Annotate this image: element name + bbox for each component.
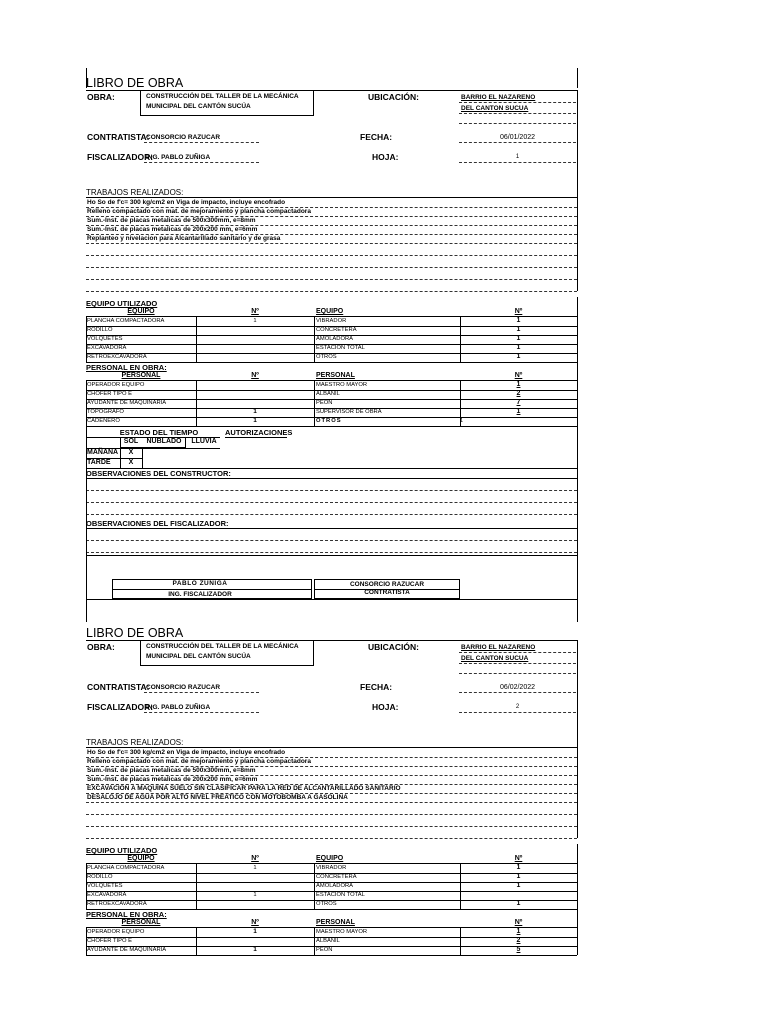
rule-line xyxy=(577,68,578,88)
rule-line xyxy=(142,448,143,468)
dashed-line xyxy=(144,712,259,713)
personal-item: CADENERO xyxy=(87,418,120,424)
fecha-label: FECHA: xyxy=(360,132,393,142)
equipo-count: 1 xyxy=(516,864,521,871)
dashed-line xyxy=(86,552,577,553)
personal-col-b: PERSONAL xyxy=(316,919,355,926)
page-title: LIBRO DE OBRA xyxy=(86,76,184,90)
ubicacion-line1: BARRIO EL NAZARENO xyxy=(461,644,536,651)
equipo-item: PLANCHA COMPACTADORA xyxy=(87,865,165,871)
rule-line xyxy=(86,555,577,556)
dashed-line xyxy=(459,102,576,103)
dashed-line xyxy=(144,142,259,143)
dashed-line xyxy=(459,673,576,674)
dashed-line xyxy=(459,663,576,664)
dashed-line xyxy=(86,814,577,815)
rule-line xyxy=(225,437,287,438)
rule-line xyxy=(460,380,464,426)
obra-line1: CONSTRUCCIÓN DEL TALLER DE LA MECÁNICA xyxy=(146,643,299,650)
obs-fiscalizador-label: OBSERVACIONES DEL FISCALIZADOR: xyxy=(86,519,229,528)
obra-box xyxy=(140,640,314,666)
equipo-item: AMOLADORA xyxy=(316,883,354,889)
equipo-col-a: EQUIPO xyxy=(127,308,155,315)
autorizaciones-label: AUTORIZACIONES xyxy=(225,428,293,437)
num-col-a: Nº xyxy=(251,855,259,862)
personal-count: 1 xyxy=(253,417,257,424)
weather-header-box xyxy=(120,437,186,448)
num-col-a: Nº xyxy=(251,308,259,315)
personal-item: OTROS xyxy=(316,418,342,424)
equipo-count: 1 xyxy=(516,326,521,333)
trabajo-line: Relleno compactado con mat. de mejoramiento y plancha compactadora xyxy=(87,208,311,215)
rule-line xyxy=(86,955,577,956)
personal-item: OPERADOR EQUIPO xyxy=(87,929,145,935)
equipo-count: 1 xyxy=(516,353,521,360)
trabajo-line: Relleno compactado con mat. de mejoramiento y plancha compactadora xyxy=(87,758,311,765)
equipo-item: RETROEXCAVADORA xyxy=(87,354,147,360)
dashed-line xyxy=(144,162,259,163)
personal-count: 1 xyxy=(253,946,257,953)
dashed-line xyxy=(459,162,576,163)
ubicacion-line2: DEL CANTON SUCUA xyxy=(461,655,529,662)
hoja-value: 1 xyxy=(515,154,520,160)
rule-line xyxy=(460,927,461,955)
equipo-count: 1 xyxy=(516,882,521,889)
page-title: LIBRO DE OBRA xyxy=(86,626,184,640)
dashed-line xyxy=(459,142,576,143)
equipo-count: 1 xyxy=(516,900,521,907)
num-col-b: Nº xyxy=(514,308,523,315)
dashed-line xyxy=(86,514,577,515)
signature-fiscalizador-title: ING. FISCALIZADOR xyxy=(168,591,232,598)
rule-line xyxy=(196,380,197,426)
dashed-line xyxy=(459,652,576,653)
rule-line xyxy=(577,362,578,426)
rule-line xyxy=(196,863,197,909)
fiscalizador-value: ING. PABLO ZUÑIGA xyxy=(146,704,211,711)
trabajo-line: Sum.-Inst. de placas metalicas de 500x300mm, e=8mm xyxy=(87,767,256,774)
trabajo-line: Sum.-Inst. de placas metalicas de 200x200 mm, e=6mm xyxy=(87,776,258,783)
equipo-count: 1 xyxy=(253,892,257,898)
equipo-item: RODILLO xyxy=(87,874,113,880)
trabajo-line: Ho So de f'c= 300 kg/cm2 en Viga de impacto, incluye encofrado xyxy=(87,749,286,756)
dashed-line xyxy=(86,255,577,256)
lluvia-label: LLUVIA xyxy=(191,438,217,445)
rule-line xyxy=(86,380,87,426)
dashed-line xyxy=(86,502,577,503)
equipo-count: 1 xyxy=(253,865,257,871)
personal-extra: 1 xyxy=(460,418,464,424)
manana-label: MAÑANA xyxy=(87,449,119,456)
dashed-line xyxy=(86,838,577,839)
rule-line xyxy=(577,90,578,291)
personal-count: 1 xyxy=(516,408,521,415)
equipo-item: VIBRADOR xyxy=(316,318,347,324)
equipo-item: PLANCHA COMPACTADORA xyxy=(87,318,165,324)
equipo-item: AMOLADORA xyxy=(316,336,354,342)
personal-item: CHOFER TIPO E xyxy=(87,391,132,397)
dashed-line xyxy=(86,490,577,491)
num-col-b: Nº xyxy=(514,855,523,862)
personal-count: 2 xyxy=(516,937,521,944)
dashed-line xyxy=(86,540,577,541)
rule-line xyxy=(577,588,578,622)
equipo-count: 1 xyxy=(516,317,521,324)
personal-item: PEÓN xyxy=(316,400,333,406)
equipo-item: ESTACIÓN TOTAL xyxy=(316,345,365,351)
equipo-count: 1 xyxy=(516,335,521,342)
hoja-label: HOJA: xyxy=(372,152,399,162)
personal-count: 5 xyxy=(516,946,521,953)
trabajos-label: TRABAJOS REALIZADOS: xyxy=(86,188,184,197)
equipo-item: OTROS xyxy=(316,901,337,907)
hoja-label: HOJA: xyxy=(372,702,399,712)
equipo-item: CONCRETERA xyxy=(316,327,357,333)
num-col-b: Nº xyxy=(514,919,523,926)
fiscalizador-value: ING. PABLO ZUÑIGA xyxy=(146,154,211,161)
rule-line xyxy=(86,197,577,198)
equipo-item: ESTACIÓN TOTAL xyxy=(316,892,365,898)
num-col-a: Nº xyxy=(251,372,259,379)
trabajo-line: DESALOJO DE AGUA POR ALTO NIVEL FREATICO CON MOTOBOMBA A GASOLINA xyxy=(87,794,348,801)
dashed-line xyxy=(459,113,576,114)
rule-line xyxy=(86,528,577,529)
tiempo-label: ESTADO DEL TIEMPO xyxy=(119,428,199,437)
fiscalizador-label: FISCALIZADOR: xyxy=(87,152,154,162)
fiscalizador-label: FISCALIZADOR: xyxy=(87,702,154,712)
trabajo-line: Replanteo y nivelacion para Alcantarillado sanitario y de grasa xyxy=(87,235,281,242)
dashed-line xyxy=(86,243,577,244)
personal-col-a: PERSONAL xyxy=(121,372,161,379)
equipo-item: VIBRADOR xyxy=(316,865,347,871)
nublado-label: NUBLADO xyxy=(146,438,182,445)
num-col-b: Nº xyxy=(514,372,523,379)
rule-line xyxy=(86,588,87,622)
personal-item: ALBAÑIL xyxy=(316,938,340,944)
rule-line xyxy=(577,426,578,615)
fecha-label: FECHA: xyxy=(360,682,393,692)
personal-item: TOPOGRAFO xyxy=(87,409,124,415)
rule-line xyxy=(86,426,577,427)
personal-item: CHOFER TIPO E xyxy=(87,938,132,944)
rule-line xyxy=(86,316,87,362)
equipo-item: EXCAVADORA xyxy=(87,345,127,351)
rule-line xyxy=(577,640,578,838)
rule-line xyxy=(460,316,461,362)
rule-line xyxy=(86,863,87,909)
rule-line xyxy=(577,297,578,362)
obra-box xyxy=(140,90,314,116)
dashed-line xyxy=(459,712,576,713)
personal-item: AYUDANTE DE MAQUINARIA xyxy=(87,400,167,406)
rule-line xyxy=(314,316,315,362)
personal-label: PERSONAL EN OBRA: xyxy=(86,910,167,919)
dashed-line xyxy=(86,279,577,280)
trabajo-line: Sum.-Inst. de placas metalicas de 200x200 mm, e=6mm xyxy=(87,226,258,233)
rule-line xyxy=(314,380,315,426)
equipo-count: 1 xyxy=(516,344,521,351)
rule-line xyxy=(314,863,315,909)
signature-fiscalizador-name: PABLO ZUÑIGA xyxy=(172,580,228,587)
obs-constructor-label: OBSERVACIONES DEL CONSTRUCTOR: xyxy=(86,469,231,478)
ubicacion-line2: DEL CANTON SUCUA xyxy=(461,105,529,112)
ubicacion-line1: BARRIO EL NAZARENO xyxy=(461,94,536,101)
num-col-a: Nº xyxy=(251,919,259,926)
tarde-label: TARDE xyxy=(87,459,111,466)
contratista-value: CONSORCIO RAZUCAR xyxy=(146,684,221,691)
trabajo-line: EXCAVACION A MAQUINA SUELO SIN CLASIFICAR PARA LA RED DE ALCANTARILLADO SANITARIO xyxy=(87,785,401,792)
equipo-label: EQUIPO UTILIZADO xyxy=(86,846,158,855)
personal-label: PERSONAL EN OBRA: xyxy=(86,363,167,372)
obra-label: OBRA: xyxy=(87,92,115,102)
contratista-value: CONSORCIO RAZUCAR xyxy=(146,134,221,141)
personal-col-b: PERSONAL xyxy=(316,372,355,379)
rule-line xyxy=(314,927,315,955)
personal-col-a: PERSONAL xyxy=(121,919,161,926)
obra-line1: CONSTRUCCIÓN DEL TALLER DE LA MECÁNICA xyxy=(146,93,299,100)
fecha-value: 06/01/2022 xyxy=(499,134,536,141)
ubicacion-label: UBICACIÓN: xyxy=(368,642,419,652)
rule-line xyxy=(86,478,577,479)
rule-line xyxy=(86,927,87,955)
equipo-item: RODILLO xyxy=(87,327,113,333)
personal-item: AYUDANTE DE MAQUINARIA xyxy=(87,947,167,953)
trabajo-line: Ho So de f'c= 300 kg/cm2 en Viga de impacto, incluye encofrado xyxy=(87,199,286,206)
rule-line xyxy=(112,589,312,590)
rule-line xyxy=(577,844,578,909)
sol-label: SOL xyxy=(123,438,139,445)
equipo-count: 1 xyxy=(516,873,521,880)
equipo-col-b: EQUIPO xyxy=(316,855,344,862)
equipo-item: RETROEXCAVADORA xyxy=(87,901,147,907)
signature-contratista-title: CONTRATISTA xyxy=(364,589,410,596)
personal-count: 1 xyxy=(516,381,521,388)
equipo-item: EXCAVADORA xyxy=(87,892,127,898)
obra-line2: MUNICIPAL DEL CANTÓN SUCÚA xyxy=(146,653,251,660)
personal-count: 2 xyxy=(516,390,521,397)
dashed-line xyxy=(86,267,577,268)
rule-line xyxy=(86,599,577,600)
trabajos-label: TRABAJOS REALIZADOS: xyxy=(86,738,184,747)
dashed-line xyxy=(144,692,259,693)
personal-count: 7 xyxy=(516,399,521,406)
dashed-line xyxy=(86,826,577,827)
rule-line xyxy=(577,909,578,955)
tarde-sol-mark: X xyxy=(128,459,134,466)
personal-count: 1 xyxy=(516,928,521,935)
rule-line xyxy=(314,589,460,590)
rule-line xyxy=(460,863,461,909)
equipo-item: CONCRETERA xyxy=(316,874,357,880)
signature-contratista-name: CONSORCIO RAZUCAR xyxy=(349,581,425,588)
obra-label: OBRA: xyxy=(87,642,115,652)
equipo-col-a: EQUIPO xyxy=(127,855,155,862)
personal-item: SUPERVISOR DE OBRA xyxy=(316,409,382,415)
trabajo-line: Sum.-Inst. de placas metalicas de 500x300mm, e=8mm xyxy=(87,217,256,224)
rule-line xyxy=(196,316,197,362)
rule-line xyxy=(196,927,197,955)
manana-sol-mark: X xyxy=(128,449,134,456)
hoja-value: 2 xyxy=(515,704,520,710)
ubicacion-label: UBICACIÓN: xyxy=(368,92,419,102)
contratista-label: CONTRATISTA: xyxy=(87,682,150,692)
personal-item: MAESTRO MAYOR xyxy=(316,929,368,935)
personal-item: MAESTRO MAYOR xyxy=(316,382,368,388)
rule-line xyxy=(86,747,577,748)
contratista-label: CONTRATISTA: xyxy=(87,132,150,142)
equipo-item: VOLQUETES xyxy=(87,883,123,889)
personal-item: ALBAÑIL xyxy=(316,391,340,397)
obra-line2: MUNICIPAL DEL CANTÓN SUCÚA xyxy=(146,103,251,110)
equipo-label: EQUIPO UTILIZADO xyxy=(86,299,158,308)
equipo-item: VOLQUETES xyxy=(87,336,123,342)
equipo-item: OTROS xyxy=(316,354,337,360)
dashed-line xyxy=(459,123,576,124)
personal-count: 1 xyxy=(253,928,257,935)
personal-count: 1 xyxy=(253,408,257,415)
personal-item: OPERADOR EQUIPO xyxy=(87,382,145,388)
equipo-count: 1 xyxy=(253,318,257,324)
fecha-value: 06/02/2022 xyxy=(499,684,536,691)
dashed-line xyxy=(86,291,577,292)
personal-item: PEÓN xyxy=(316,947,333,953)
dashed-line xyxy=(459,692,576,693)
equipo-col-b: EQUIPO xyxy=(316,308,344,315)
dashed-line xyxy=(86,802,577,803)
